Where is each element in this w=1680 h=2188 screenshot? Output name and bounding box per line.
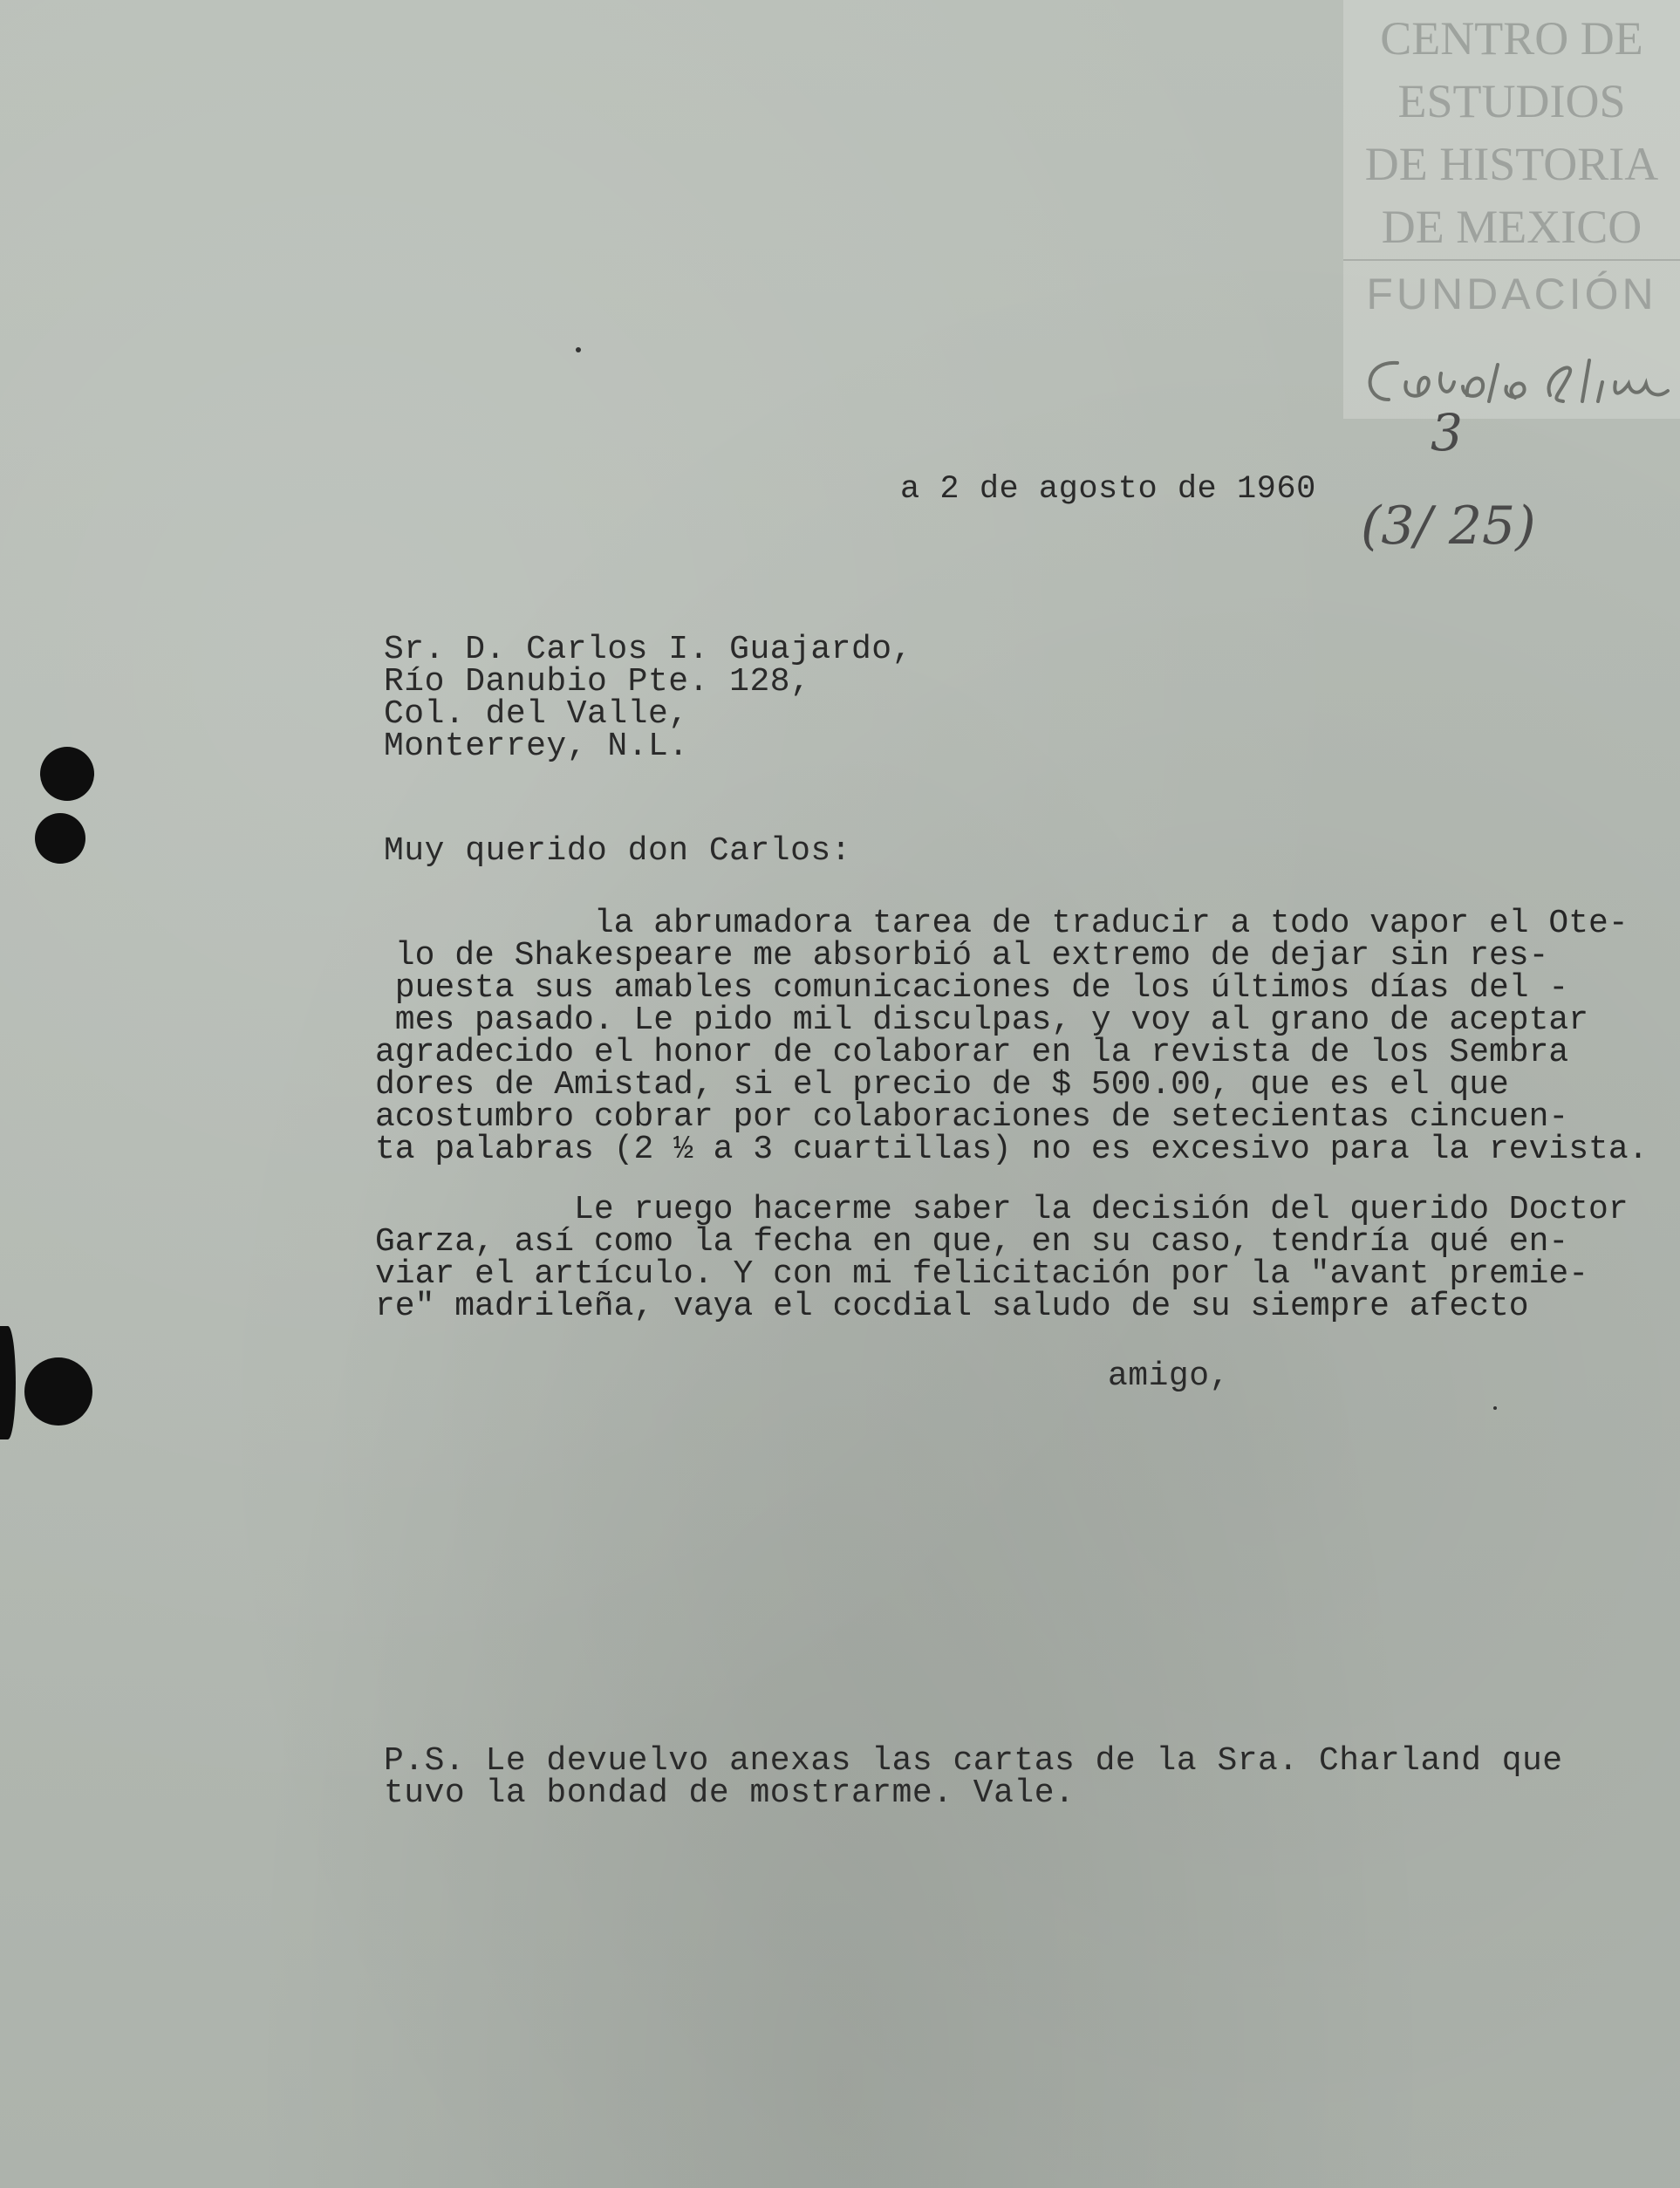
punch-hole [35, 813, 85, 864]
stamp-signature-icon [1354, 347, 1677, 424]
postscript: P.S. Le devuelvo anexas las cartas de la Sra. Charland que tuvo la bondad de mostrarme. Vale. [384, 1742, 1563, 1812]
closing: amigo, [1108, 1357, 1230, 1395]
punch-hole [40, 747, 94, 801]
paper-speck [1493, 1406, 1497, 1410]
letter-date: a 2 de agosto de 1960 [900, 471, 1316, 508]
stamp-divider [1343, 259, 1680, 261]
body-paragraph-1: la abrumadora tarea de traducir a todo vapor el Ote- lo de Shakespeare me absorbió al extremo de dejar sin res- puesta sus amables comunicaciones de los últimos días del - mes pasado. Le pido mil disculpas, y voy al grano de aceptar agradecido el honor de colaborar en la revista de los Sembra dores de Amistad, si el precio de $ 500.00, que es el que acostumbro cobrar por colaboraciones de setecientas cincuen- ta palabras (2 ½ a 3 cuartillas) no es excesivo para la revista. [375, 905, 1649, 1168]
body-paragraph-2: Le ruego hacerme saber la decisión del querido Doctor Garza, así como la fecha en que, en su caso, tendría qué en- viar el artículo. Y con mi felicitación por la "avant premie- re" madrileña, vaya el cocdial saludo de su siempre afecto [375, 1191, 1629, 1325]
recipient-address: Sr. D. Carlos I. Guajardo, Río Danubio Pte. 128, Col. del Valle, Monterrey, N.L. [384, 631, 912, 765]
stamp-foundation-label: FUNDACIÓN [1366, 270, 1657, 318]
edge-tear [0, 1326, 16, 1439]
handwritten-page-number: 3 [1431, 403, 1463, 462]
paper-speck [576, 347, 581, 352]
salutation: Muy querido don Carlos: [384, 832, 851, 870]
handwritten-reference: (3/ 25) [1361, 496, 1536, 557]
punch-hole [24, 1357, 92, 1426]
stamp-institution-name: CENTRO DE ESTUDIOS DE HISTORIA DE MEXICO [1364, 12, 1659, 253]
